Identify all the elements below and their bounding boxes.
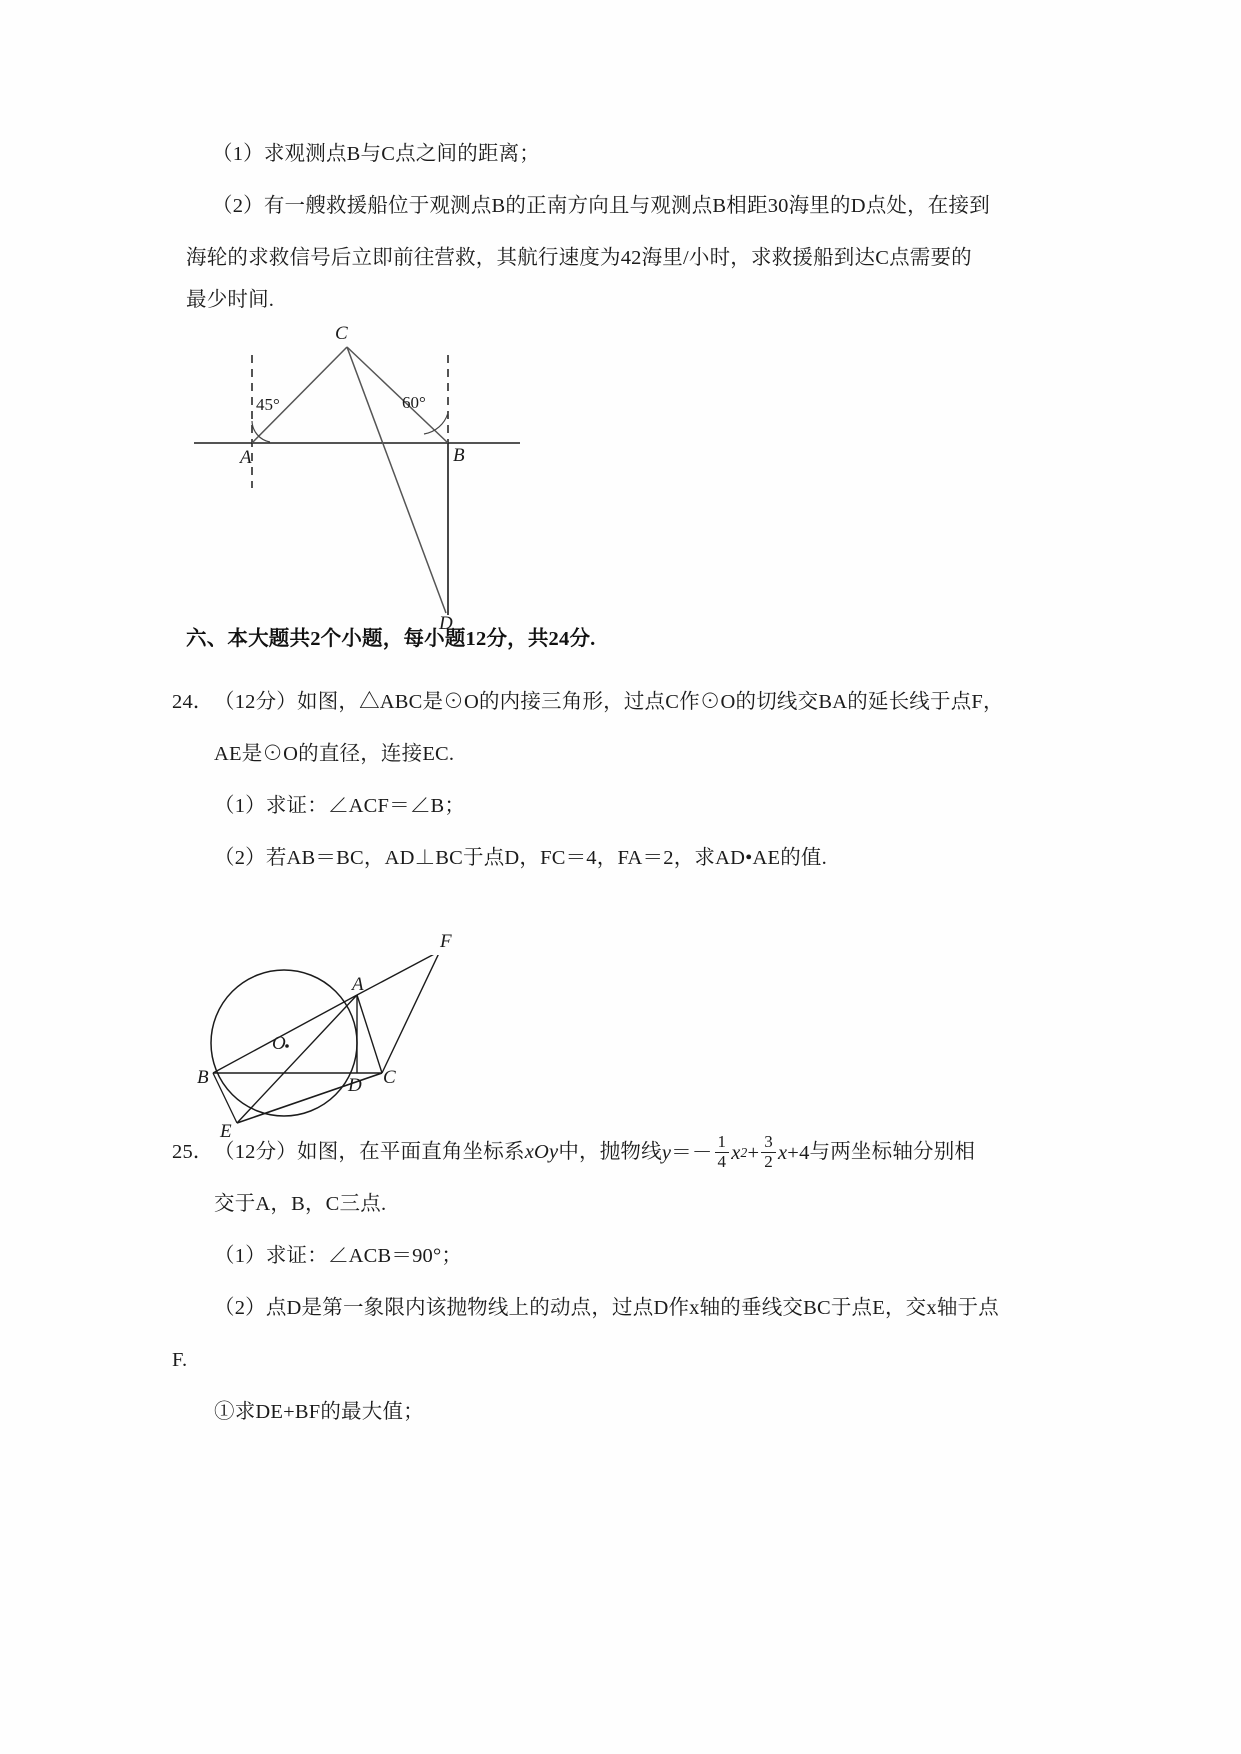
parabola-equation: [662, 1127, 810, 1179]
figure1-label-A: A: [240, 447, 252, 468]
figure-circle-geometry: [192, 931, 522, 1145]
segment-AE-diameter: [237, 995, 357, 1123]
question-25-sub2-line1: （2）点D是第一象限内该抛物线上的动点，过点D作x轴的垂线交BC于点E，交x轴于点: [214, 1297, 999, 1319]
question-25-sub3: ①求DE+BF的最大值；: [214, 1401, 424, 1423]
segment-CD: [347, 347, 446, 613]
top-question-part2-line3: [186, 274, 1066, 326]
eq-term2-var: x: [777, 1142, 788, 1165]
figure2-label-D: D: [348, 1075, 362, 1096]
question-24-number: 24．: [172, 691, 214, 713]
question-25-number: 25．: [172, 1141, 214, 1163]
frac2-denominator: 2: [761, 1152, 776, 1171]
segment-AC: [357, 995, 382, 1073]
section-header-six: [186, 621, 595, 651]
question-24-sub1: （1）求证：∠ACF＝∠B；: [214, 795, 466, 817]
navigation-triangle-svg: [190, 330, 520, 620]
part1-text: （1）求观测点B与C点之间的距离；: [212, 143, 540, 165]
segment-AF: [357, 955, 440, 995]
eq-term1-exponent: 2: [740, 1145, 748, 1161]
frac2-numerator: 3: [764, 1132, 773, 1152]
figure2-label-E: E: [220, 1121, 232, 1142]
question-24-line2: AE是⊙O的直径，连接EC.: [214, 743, 455, 765]
question-25-line2: 交于A，B，C三点.: [214, 1193, 387, 1215]
figure1-label-D: D: [439, 613, 453, 634]
segment-BE: [213, 1073, 237, 1123]
q25-line1-post: 与两坐标轴分别相: [809, 1141, 976, 1163]
figure2-label-B: B: [197, 1067, 209, 1088]
question-24-line1: （12分）如图，△ABC是⊙O的内接三角形，过点C作⊙O的切线交BA的延长线于点F，: [214, 691, 1004, 713]
frac1-denominator: 4: [715, 1152, 730, 1171]
question-24-block: [172, 676, 1072, 884]
figure-navigation-triangle: [190, 323, 520, 634]
fraction-one-fourth: [715, 1133, 730, 1171]
frac1-numerator: 1: [717, 1132, 727, 1152]
eq-minus: －: [691, 1142, 713, 1165]
segment-FC-tangent: [382, 955, 440, 1073]
figure2-label-C: C: [383, 1067, 396, 1088]
figure1-label-B: B: [453, 445, 465, 466]
q25-line1-pre: （12分）如图，在平面直角坐标系: [214, 1141, 525, 1163]
question-24-sub2: （2）若AB＝BC，AD⊥BC于点D，FC＝4，FA＝2，求AD•AE的值.: [214, 847, 827, 869]
eq-equals: ＝: [671, 1142, 692, 1165]
eq-term1-var: x: [731, 1142, 741, 1165]
section-header-text: 六、本大题共2个小题，每小题12分，共24分.: [186, 628, 596, 650]
top-question-part1: [212, 128, 1062, 180]
eq-lhs: y: [661, 1142, 672, 1165]
figure2-label-O: O: [272, 1033, 286, 1054]
figure2-label-A: A: [352, 974, 364, 995]
part2-line2-text: 海轮的求救信号后立即前往营救，其航行速度为42海里/小时，求救援船到达C点需要的: [186, 247, 972, 269]
figure1-angle-A-45: 45°: [256, 395, 280, 414]
figure1-angle-B-60: 60°: [402, 393, 426, 412]
angle-arc-45: [252, 421, 270, 442]
question-25-line1: [214, 1126, 975, 1179]
fraction-three-halves: [761, 1133, 776, 1171]
figure2-label-F: F: [440, 931, 452, 952]
top-question-part2-line1: [212, 180, 1066, 232]
q25-line1-mid: 中，抛物线: [558, 1141, 662, 1163]
part2-line3-text: 最少时间.: [186, 289, 275, 311]
eq-plus-2: +: [787, 1142, 800, 1165]
q25-axes-label: xOy: [524, 1141, 559, 1163]
segment-CB: [347, 347, 448, 443]
figure1-label-C: C: [335, 323, 348, 344]
question-25-block: [172, 1126, 1072, 1438]
question-25-sub2-line2: F.: [172, 1349, 188, 1371]
eq-constant: 4: [799, 1142, 810, 1165]
eq-plus-1: +: [747, 1142, 760, 1165]
part2-line1-text: （2）有一艘救援船位于观测点B的正南方向且与观测点B相距30海里的D点处，在接到: [212, 195, 990, 217]
question-25-sub1: （1）求证：∠ACB＝90°；: [214, 1245, 463, 1267]
